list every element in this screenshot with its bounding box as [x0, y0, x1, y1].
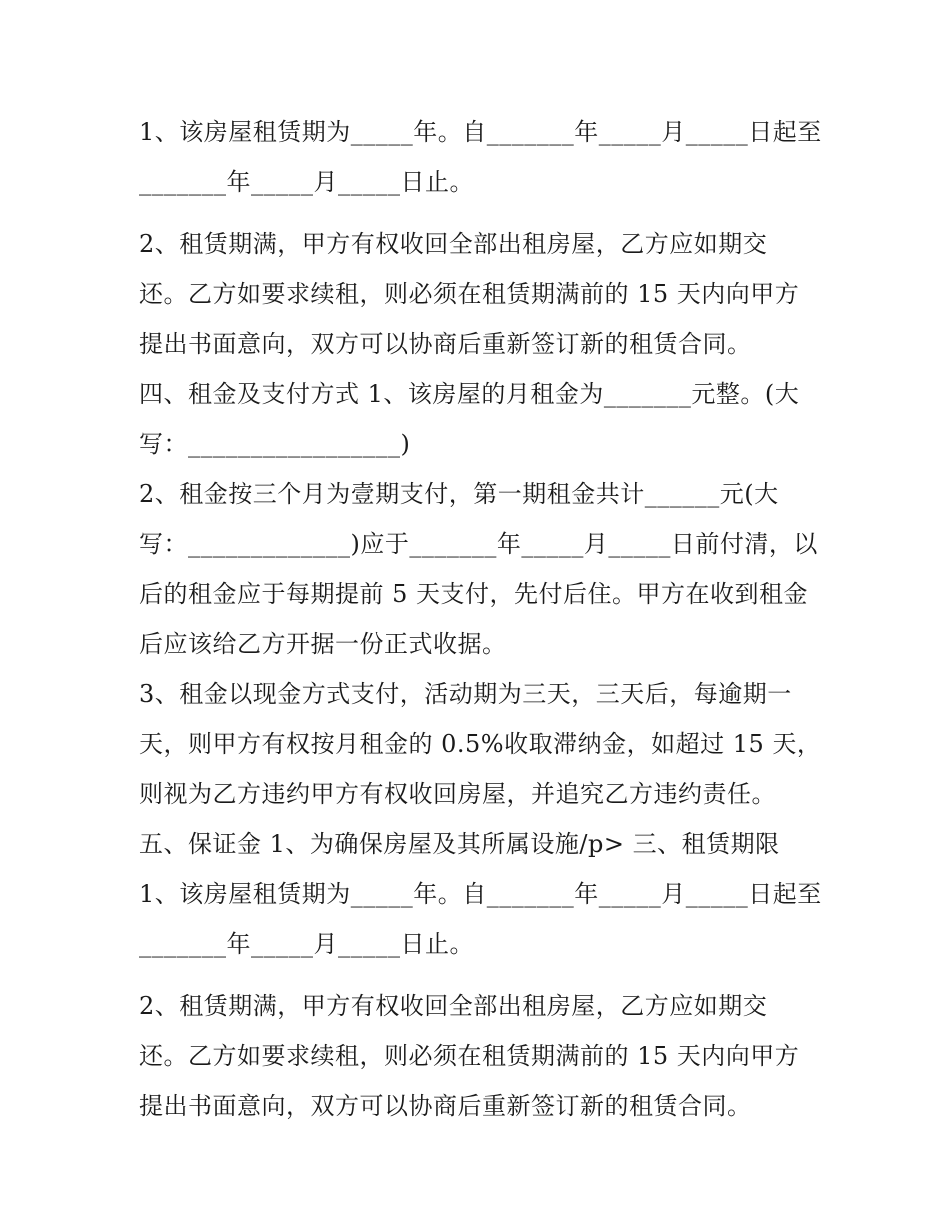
text-line: 2、租赁期满，甲方有权收回全部出租房屋，乙方应如期交 — [139, 992, 768, 1020]
text-line: 2、租赁期满，甲方有权收回全部出租房屋，乙方应如期交 — [139, 230, 768, 258]
text-line: 2、租金按三个月为壹期支付，第一期租金共计______元(大 — [139, 480, 779, 508]
text-line: _______年_____月_____日止。 — [139, 168, 474, 196]
text-line: 还。乙方如要求续租，则必须在租赁期满前的 15 天内向甲方 — [139, 280, 800, 308]
text-line: 写：_____________)应于_______年_____月_____日前付清，以 — [139, 530, 818, 558]
text-line: 提出书面意向，双方可以协商后重新签订新的租赁合同。 — [139, 1092, 752, 1120]
document-body — [139, 107, 822, 1131]
text-line: 写：_________________) — [139, 430, 411, 458]
text-line: 还。乙方如要求续租，则必须在租赁期满前的 15 天内向甲方 — [139, 1042, 800, 1070]
text-line: 提出书面意向，双方可以协商后重新签订新的租赁合同。 — [139, 330, 752, 358]
text-line: 则视为乙方违约甲方有权收回房屋，并追究乙方违约责任。 — [139, 780, 776, 808]
text-line: _______年_____月_____日止。 — [139, 930, 474, 958]
text-line: 后的租金应于每期提前 5 天支付，先付后住。甲方在收到租金 — [139, 580, 809, 608]
text-line: 后应该给乙方开据一份正式收据。 — [139, 630, 507, 658]
text-line: 1、该房屋租赁期为_____年。自_______年_____月_____日起至 — [139, 118, 822, 146]
text-line: 3、租金以现金方式支付，活动期为三天，三天后，每逾期一 — [139, 680, 792, 708]
text-line: 五、保证金 1、为确保房屋及其所属设施/p> 三、租赁期限 — [139, 830, 780, 858]
text-line: 四、租金及支付方式 1、该房屋的月租金为_______元整。(大 — [139, 380, 800, 408]
text-line: 天，则甲方有权按月租金的 0.5%收取滞纳金，如超过 15 天， — [139, 730, 822, 758]
text-line: 1、该房屋租赁期为_____年。自_______年_____月_____日起至 — [139, 880, 822, 908]
